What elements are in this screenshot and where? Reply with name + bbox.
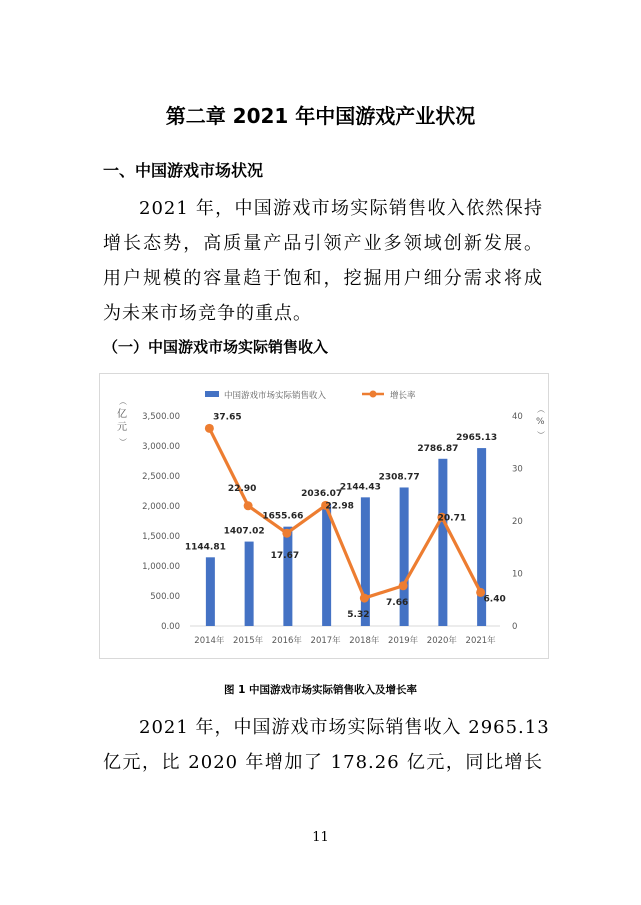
page-number: 11 <box>312 830 329 845</box>
section-heading: 一、中国游戏市场状况 <box>103 161 264 180</box>
legend-bar-swatch <box>205 391 219 397</box>
growth-value-label: 6.40 <box>483 594 506 605</box>
y-axis-title: 元 <box>117 422 127 433</box>
bar-value-label: 1655.66 <box>262 511 304 522</box>
growth-point <box>282 529 291 538</box>
y-tick-label: 1,500.00 <box>142 532 180 542</box>
paragraph-revenue <box>103 710 550 780</box>
growth-value-label: 20.71 <box>437 513 467 524</box>
bar-value-label: 2308.77 <box>378 472 420 483</box>
growth-point <box>399 581 408 590</box>
growth-value-label: 17.67 <box>270 551 300 562</box>
bar-value-label: 2144.43 <box>339 482 381 493</box>
growth-value-label: 22.98 <box>325 501 354 512</box>
revenue-bar <box>361 497 370 626</box>
x-tick-label: 2018年 <box>349 636 380 646</box>
y2-tick-label: 20 <box>512 517 523 527</box>
y-tick-label: 3,000.00 <box>142 442 180 452</box>
bar-value-label: 2965.13 <box>456 433 498 444</box>
x-tick-label: 2019年 <box>388 636 419 646</box>
x-tick-label: 2020年 <box>426 636 457 646</box>
bar-value-label: 2036.07 <box>301 488 343 499</box>
paragraph-line: 2021 年，中国游戏市场实际销售收入依然保持 <box>139 198 543 219</box>
y-tick-label: 2,000.00 <box>142 502 180 512</box>
y-tick-label: 1,000.00 <box>142 562 180 572</box>
y2-tick-label: 0 <box>512 622 518 632</box>
paragraph-line: 2021 年，中国游戏市场实际销售收入 2965.13 <box>139 717 550 738</box>
y-axis-paren-close: ︶ <box>119 438 127 447</box>
revenue-bar <box>206 557 215 626</box>
growth-point <box>360 594 369 603</box>
y2-tick-label: 30 <box>512 464 523 475</box>
paragraph-line: 增长态势，高质量产品引领产业多领域创新发展。 <box>103 233 543 254</box>
y2-tick-label: 10 <box>512 569 523 580</box>
revenue-bar <box>322 504 331 626</box>
paragraph-intro <box>103 191 543 331</box>
revenue-bar <box>245 542 254 626</box>
paragraph-line: 为未来市场竞争的重点。 <box>103 303 312 324</box>
growth-value-label: 7.66 <box>386 597 409 608</box>
bar-value-label: 1144.81 <box>184 542 226 553</box>
bar-value-label: 2786.87 <box>417 443 459 454</box>
bar-value-label: 1407.02 <box>223 526 265 537</box>
growth-value-label: 22.90 <box>227 483 257 494</box>
y-tick-label: 3,500.00 <box>142 412 180 422</box>
growth-point <box>205 424 214 433</box>
figure-caption: 图 1 中国游戏市场实际销售收入及增长率 <box>223 684 418 696</box>
revenue-bar <box>283 527 292 626</box>
chart-svg <box>100 374 550 660</box>
x-tick-label: 2016年 <box>271 636 302 646</box>
y2-axis-title: % <box>536 417 545 427</box>
x-tick-label: 2017年 <box>310 636 341 646</box>
y-tick-label: 2,500.00 <box>142 472 180 482</box>
subsection-heading: （一）中国游戏市场实际销售收入 <box>103 338 329 356</box>
legend-line-label: 增长率 <box>390 391 416 401</box>
x-tick-label: 2021年 <box>465 636 496 646</box>
growth-value-label: 37.65 <box>213 412 242 423</box>
y2-tick-label: 40 <box>512 412 523 422</box>
revenue-growth-chart <box>99 373 549 659</box>
paragraph-line: 亿元，比 2020 年增加了 178.26 亿元，同比增长 <box>103 752 543 773</box>
y2-axis-paren-open: ︵ <box>537 405 545 414</box>
growth-value-label: 5.32 <box>347 610 370 621</box>
y-tick-label: 0.00 <box>161 622 180 632</box>
paragraph-line: 用户规模的容量趋于饱和，挖掘用户细分需求将成 <box>103 268 543 289</box>
x-tick-label: 2015年 <box>233 636 264 646</box>
growth-point <box>244 501 253 510</box>
y-tick-label: 500.00 <box>150 592 180 602</box>
y-axis-title: 亿 <box>117 409 127 420</box>
revenue-bar <box>438 459 447 626</box>
legend-bar-label: 中国游戏市场实际销售收入 <box>224 391 327 401</box>
x-tick-label: 2014年 <box>194 636 225 646</box>
chapter-title: 第二章 2021 年中国游戏产业状况 <box>165 104 476 128</box>
legend-line-marker <box>370 391 377 398</box>
y-axis-paren-open: ︵ <box>119 397 127 406</box>
y2-axis-paren-close: ︶ <box>537 431 545 440</box>
